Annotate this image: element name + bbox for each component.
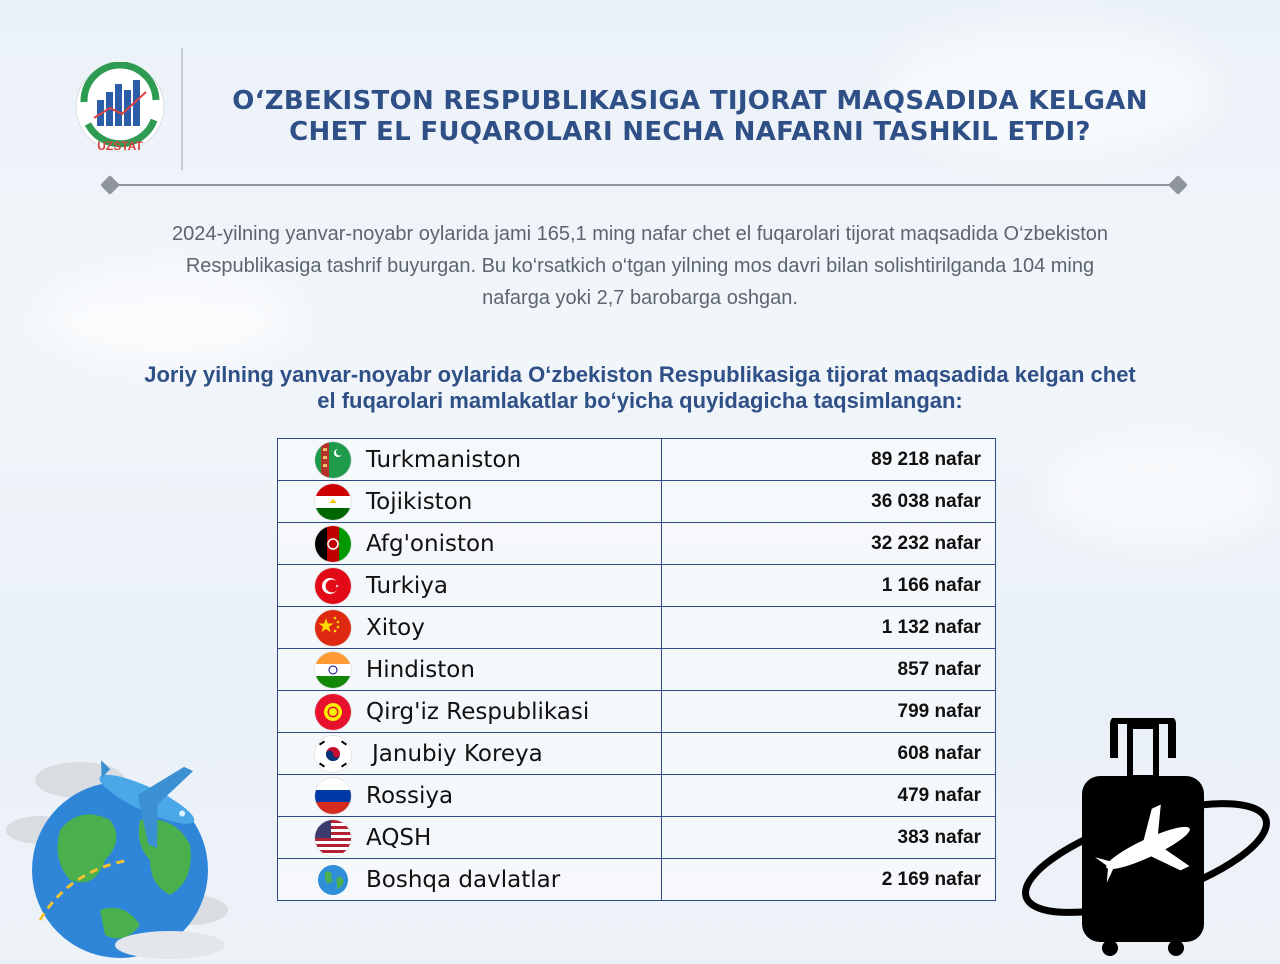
table-row	[278, 817, 996, 859]
country-name: AQSH	[366, 825, 432, 851]
globe-icon	[315, 862, 351, 898]
country-cell	[278, 733, 662, 775]
header-divider	[181, 48, 183, 170]
visitor-count: 1 166 nafar	[662, 565, 996, 607]
table-row	[278, 523, 996, 565]
turkmenistan-flag-icon	[315, 442, 351, 478]
divider-dot	[100, 175, 120, 195]
country-cell	[278, 481, 662, 523]
country-name: Qirg'iz Respublikasi	[366, 699, 590, 725]
svg-text:UZSTAT: UZSTAT	[97, 139, 143, 153]
visitor-count: 36 038 nafar	[662, 481, 996, 523]
uzstat-logo	[70, 62, 170, 158]
divider-dot	[1168, 175, 1188, 195]
country-cell	[278, 523, 662, 565]
page-title-line: O‘ZBEKISTON RESPUBLIKASIGA TIJORAT MAQSADIDA KELGAN	[232, 86, 1148, 116]
country-name: Afg'oniston	[366, 531, 495, 557]
country-name: Hindiston	[366, 657, 475, 683]
table-heading	[40, 362, 1240, 414]
visitor-count: 479 nafar	[662, 775, 996, 817]
table-row	[278, 859, 996, 901]
tajikistan-flag-icon	[315, 484, 351, 520]
table-row	[278, 691, 996, 733]
country-name: Xitoy	[366, 615, 425, 641]
globe-airplane-icon	[0, 720, 240, 960]
country-cell	[278, 607, 662, 649]
kyrgyzstan-flag-icon	[315, 694, 351, 730]
table-row	[278, 565, 996, 607]
south-korea-flag-icon	[315, 736, 351, 772]
india-flag-icon	[315, 652, 351, 688]
country-cell	[278, 859, 662, 901]
visitor-count: 32 232 nafar	[662, 523, 996, 565]
usa-flag-icon	[315, 820, 351, 856]
intro-line: Respublikasiga tashrif buyurgan. Bu ko‘rsatkich o‘tgan yilning mos davri bilan solishtirilganda 104 ming	[185, 255, 1095, 277]
country-cell	[278, 691, 662, 733]
country-cell	[278, 649, 662, 691]
horizontal-divider	[110, 184, 1178, 186]
country-name: Rossiya	[366, 783, 454, 809]
page-title-line: CHET EL FUQAROLARI NECHA NAFARNI TASHKIL ETDI?	[289, 117, 1091, 147]
cloud-decoration	[1040, 430, 1280, 550]
country-name: Boshqa davlatlar	[366, 867, 561, 893]
afghanistan-flag-icon	[315, 526, 351, 562]
table-heading-line: el fuqarolari mamlakatlar bo‘yicha quyidagicha taqsimlangan:	[317, 388, 963, 413]
intro-paragraph	[50, 218, 1230, 314]
table-row	[278, 775, 996, 817]
table-heading-line: Joriy yilning yanvar-noyabr oylarida O‘zbekiston Respublikasiga tijorat maqsadida kelgan chet	[144, 362, 1136, 387]
country-cell	[278, 565, 662, 607]
visitor-count: 799 nafar	[662, 691, 996, 733]
intro-line: nafarga yoki 2,7 barobarga oshgan.	[482, 287, 798, 309]
country-name: Tojikiston	[366, 489, 473, 515]
visitor-count: 608 nafar	[662, 733, 996, 775]
country-cell	[278, 439, 662, 481]
table-row	[278, 607, 996, 649]
uzstat-logo-icon	[70, 62, 170, 158]
china-flag-icon	[315, 610, 351, 646]
table-row	[278, 649, 996, 691]
visitor-count: 383 nafar	[662, 817, 996, 859]
visitor-count: 2 169 nafar	[662, 859, 996, 901]
visitor-count: 89 218 nafar	[662, 439, 996, 481]
table-row	[278, 733, 996, 775]
turkey-flag-icon	[315, 568, 351, 604]
country-name: Turkiya	[366, 573, 449, 599]
russia-flag-icon	[315, 778, 351, 814]
country-cell	[278, 817, 662, 859]
country-table	[277, 438, 996, 901]
table-row	[278, 481, 996, 523]
country-name: Turkmaniston	[366, 447, 522, 473]
intro-line: 2024-yilning yanvar-noyabr oylarida jami 165,1 ming nafar chet el fuqarolari tijorat maqsadida O‘zbekiston	[171, 223, 1109, 245]
country-cell	[278, 775, 662, 817]
page-title	[190, 86, 1190, 148]
table-row	[278, 439, 996, 481]
country-name: Janubiy Koreya	[372, 741, 543, 767]
suitcase-airplane-icon	[1018, 718, 1280, 960]
visitor-count: 857 nafar	[662, 649, 996, 691]
visitor-count: 1 132 nafar	[662, 607, 996, 649]
